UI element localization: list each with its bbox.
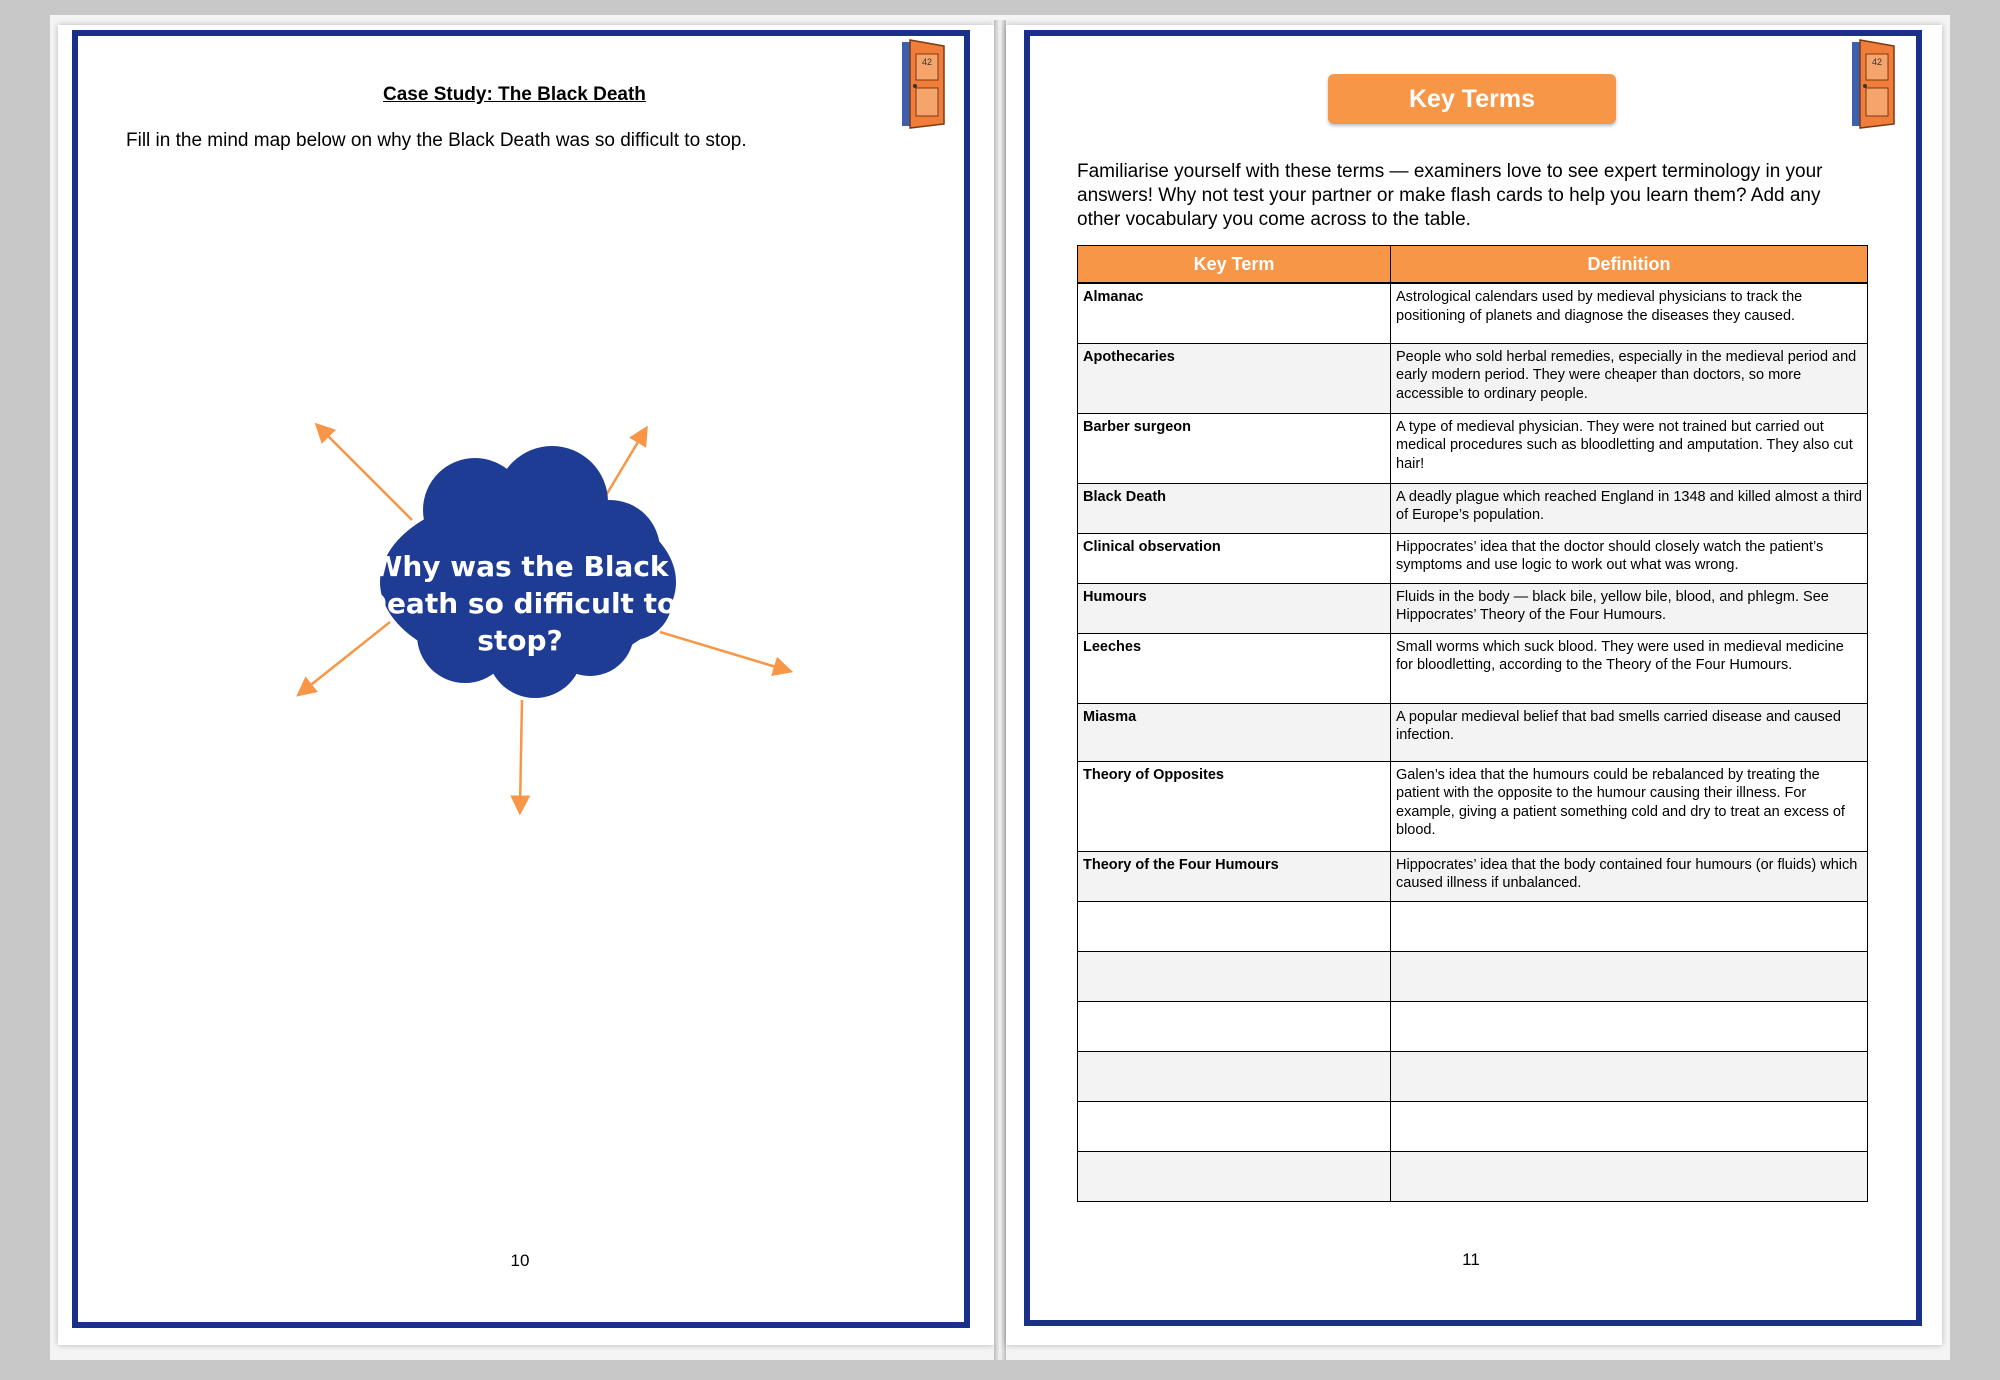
- book-spine: [994, 20, 1006, 1360]
- page-title: Case Study: The Black Death: [383, 84, 646, 105]
- definition-cell: Galen’s idea that the humours could be rebalanced by treating the patient with the opposite to the humour causing their illness. For example, giving a patient something cold and dry to treat an excess of blood.: [1391, 761, 1868, 851]
- definition-cell: Hippocrates’ idea that the body contained four humours (or fluids) which caused illness if unbalanced.: [1391, 851, 1868, 901]
- page-number-right: 11: [1462, 1250, 1480, 1269]
- blank-term-cell: [1078, 1151, 1391, 1201]
- key-term-cell: Leeches: [1078, 633, 1391, 703]
- key-terms-banner: Key Terms: [1328, 74, 1616, 124]
- door-badge-left: 42: [921, 57, 933, 67]
- header-definition: Definition: [1391, 246, 1868, 284]
- mind-map-arrow: [302, 622, 390, 692]
- blank-term-cell: [1078, 1001, 1391, 1051]
- instruction-text: Fill in the mind map below on why the Black Death was so difficult to stop.: [126, 130, 747, 151]
- door-badge-right: 42: [1871, 57, 1883, 67]
- blank-table-row: [1078, 1101, 1868, 1151]
- mind-map-center-line: Why was the Black: [371, 550, 669, 583]
- mind-map-arrow: [320, 428, 412, 520]
- table-row: [1078, 413, 1868, 483]
- table-row: [1078, 483, 1868, 533]
- table-row: [1078, 343, 1868, 413]
- table-header-row: [1078, 246, 1868, 284]
- key-term-cell: Miasma: [1078, 703, 1391, 761]
- key-term-cell: Theory of the Four Humours: [1078, 851, 1391, 901]
- definition-cell: A type of medieval physician. They were not trained but carried out medical procedures such as bloodletting and amputation. They also cut hair!: [1391, 413, 1868, 483]
- mind-map-arrow: [660, 632, 786, 670]
- key-term-cell: Almanac: [1078, 283, 1391, 343]
- mind-map-center-line: Death so difficult to: [363, 587, 677, 620]
- blank-term-cell: [1078, 901, 1391, 951]
- blank-definition-cell: [1391, 1051, 1868, 1101]
- table-row: [1078, 533, 1868, 583]
- key-term-cell: Theory of Opposites: [1078, 761, 1391, 851]
- blank-term-cell: [1078, 1101, 1391, 1151]
- blank-table-row: [1078, 1051, 1868, 1101]
- definition-cell: People who sold herbal remedies, especially in the medieval period and early modern period. They were cheaper than doctors, so more accessible to ordinary people.: [1391, 343, 1868, 413]
- key-term-cell: Clinical observation: [1078, 533, 1391, 583]
- mind-map-center-line: stop?: [477, 624, 563, 657]
- blank-table-row: [1078, 951, 1868, 1001]
- definition-cell: Astrological calendars used by medieval physicians to track the positioning of planets and diagnose the diseases they caused.: [1391, 283, 1868, 343]
- table-row: [1078, 703, 1868, 761]
- key-terms-table: [1077, 245, 1868, 1202]
- key-term-cell: Black Death: [1078, 483, 1391, 533]
- blank-definition-cell: [1391, 951, 1868, 1001]
- table-row: [1078, 633, 1868, 703]
- key-term-cell: Barber surgeon: [1078, 413, 1391, 483]
- key-term-cell: Apothecaries: [1078, 343, 1391, 413]
- definition-cell: Hippocrates’ idea that the doctor should closely watch the patient’s symptoms and use logic to work out what was wrong.: [1391, 533, 1868, 583]
- table-row: [1078, 851, 1868, 901]
- key-term-cell: Humours: [1078, 583, 1391, 633]
- definition-cell: Small worms which suck blood. They were used in medieval medicine for bloodletting, according to the Theory of the Four Humours.: [1391, 633, 1868, 703]
- mind-map-arrow: [602, 432, 644, 502]
- table-row: [1078, 761, 1868, 851]
- page-number-left: 10: [510, 1251, 530, 1270]
- key-terms-intro: Familiarise yourself with these terms — examiners love to see expert terminology in your answers! Why not test your partner or make flash cards to help you learn them? Add any other vocabulary you come across to the table.: [1077, 161, 1823, 230]
- table-body: [1078, 283, 1868, 1201]
- definition-cell: A deadly plague which reached England in 1348 and killed almost a third of Europe’s population.: [1391, 483, 1868, 533]
- mind-map: [270, 410, 810, 830]
- table-row: [1078, 583, 1868, 633]
- blank-definition-cell: [1391, 1101, 1868, 1151]
- blank-table-row: [1078, 901, 1868, 951]
- blank-term-cell: [1078, 951, 1391, 1001]
- blank-table-row: [1078, 1151, 1868, 1201]
- header-key-term: Key Term: [1078, 246, 1391, 284]
- definition-cell: Fluids in the body — black bile, yellow bile, blood, and phlegm. See Hippocrates’ Theory of the Four Humours.: [1391, 583, 1868, 633]
- door-icon: [1850, 38, 1898, 130]
- blank-table-row: [1078, 1001, 1868, 1051]
- door-icon: [900, 38, 948, 130]
- blank-definition-cell: [1391, 1001, 1868, 1051]
- definition-cell: A popular medieval belief that bad smells carried disease and caused infection.: [1391, 703, 1868, 761]
- mind-map-arrow: [520, 700, 522, 808]
- blank-definition-cell: [1391, 1151, 1868, 1201]
- table-row: [1078, 283, 1868, 343]
- blank-term-cell: [1078, 1051, 1391, 1101]
- blank-definition-cell: [1391, 901, 1868, 951]
